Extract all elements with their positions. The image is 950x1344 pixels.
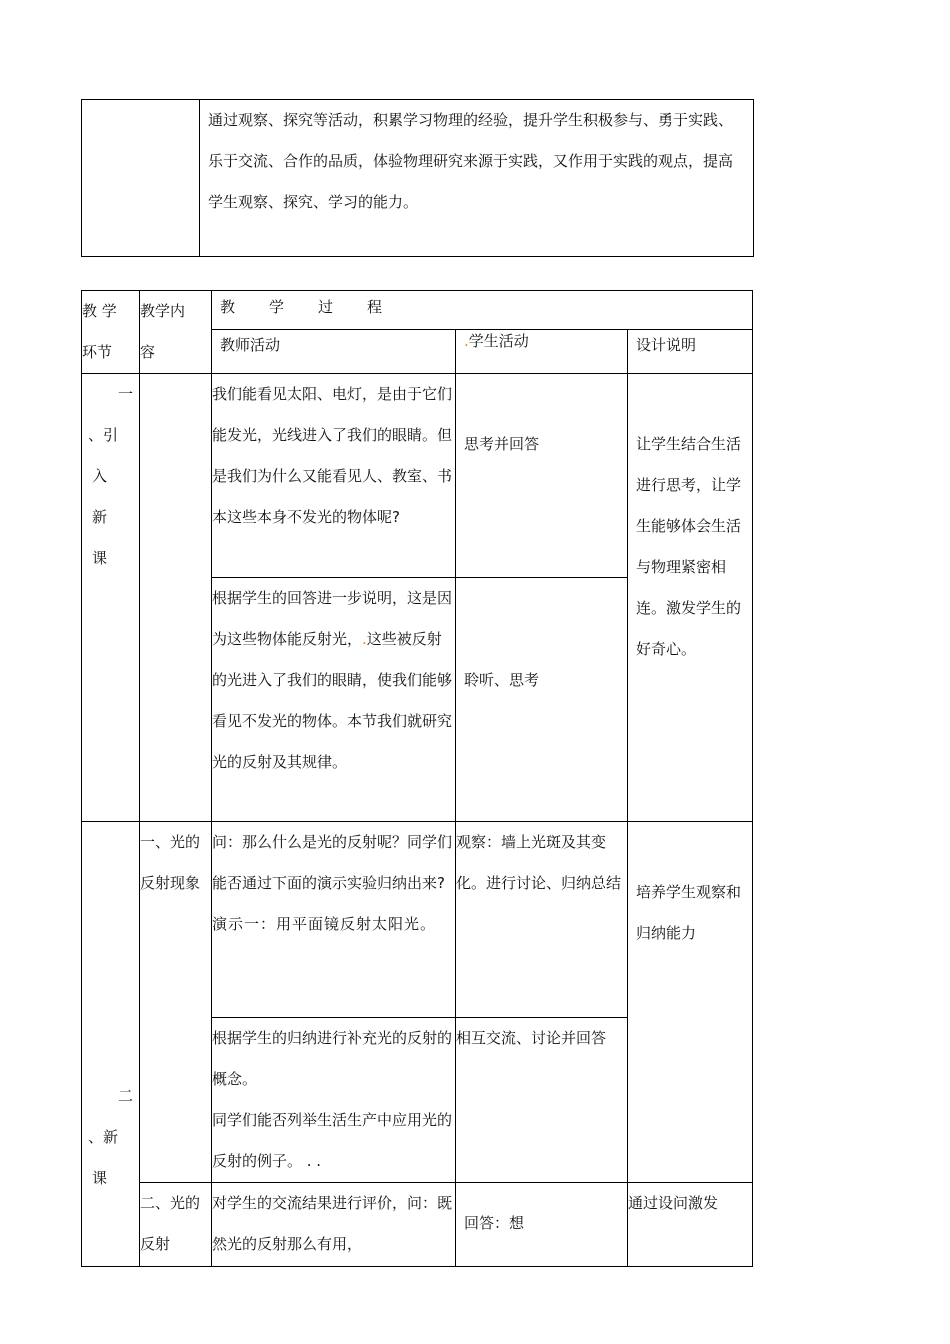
design-new-a: 培养学生观察和归纳能力	[628, 822, 753, 1183]
student-intro-a: 思考并回答	[456, 374, 628, 578]
student-new-c: 回答：想	[456, 1183, 628, 1267]
content-reflection-phenomenon: 一、光的反射现象	[140, 822, 212, 1183]
stage-new-lesson: 二 、新 课	[82, 822, 140, 1267]
teacher-new-b: 根据学生的归纳进行补充光的反射的概念。 同学们能否列举生活生产中应用光的反射的例子。 . .	[212, 1018, 456, 1183]
teacher-intro-a: 我们能看见太阳、电灯，是由于它们能发光，光线进入了我们的眼睛。但是我们为什么又能看见人、教室、书本这些本身不发光的物体呢?	[212, 374, 456, 578]
content-intro	[140, 374, 212, 822]
objectives-table	[81, 99, 754, 257]
header-design: 设计说明	[628, 330, 753, 374]
lesson-process-table	[81, 290, 753, 1267]
teacher-intro-b: 根据学生的回答进一步说明，这是因为这些物体能反射光，.这些被反射的光进入了我们的眼睛，使我们能够看见不发光的物体。本节我们就研究光的反射及其规律。	[212, 578, 456, 822]
objectives-label-cell	[82, 100, 200, 257]
objectives-text	[200, 100, 754, 257]
header-process: 教 学 过 程	[212, 291, 753, 330]
header-student: .学生活动	[456, 330, 628, 374]
teacher-new-a: 问：那么什么是光的反射呢？同学们能否通过下面的演示实验归纳出来? 演示一：用平面镜反射太阳光。	[212, 822, 456, 1018]
teacher-new-c: 对学生的交流结果进行评价，问：既然光的反射那么有用，	[212, 1183, 456, 1267]
goals-text: 通过观察、探究等活动，积累学习物理的经验，提升学生积极参与、勇于实践、乐于交流、合作的品质，体验物理研究来源于实践，又作用于实践的观点，提高学生观察、探究、学习的能力。	[208, 111, 734, 211]
student-new-b: 相互交流、讨论并回答	[456, 1018, 628, 1183]
content-reflection-law: 二、光的反射	[140, 1183, 212, 1267]
design-intro: 让学生结合生活进行思考，让学生能够体会生活与物理紧密相连。激发学生的好奇心。	[628, 374, 753, 822]
stage-intro: 一 、引 入 新 课	[82, 374, 140, 822]
student-new-a: 观察：墙上光斑及其变化。进行讨论、归纳总结	[456, 822, 628, 1018]
header-content: 教学内 容	[140, 291, 212, 374]
student-intro-b: 聆听、思考	[456, 578, 628, 822]
header-stage: 教 学 环节	[82, 291, 140, 374]
design-new-c: 通过设问激发	[628, 1183, 753, 1267]
header-teacher: 教师活动	[212, 330, 456, 374]
